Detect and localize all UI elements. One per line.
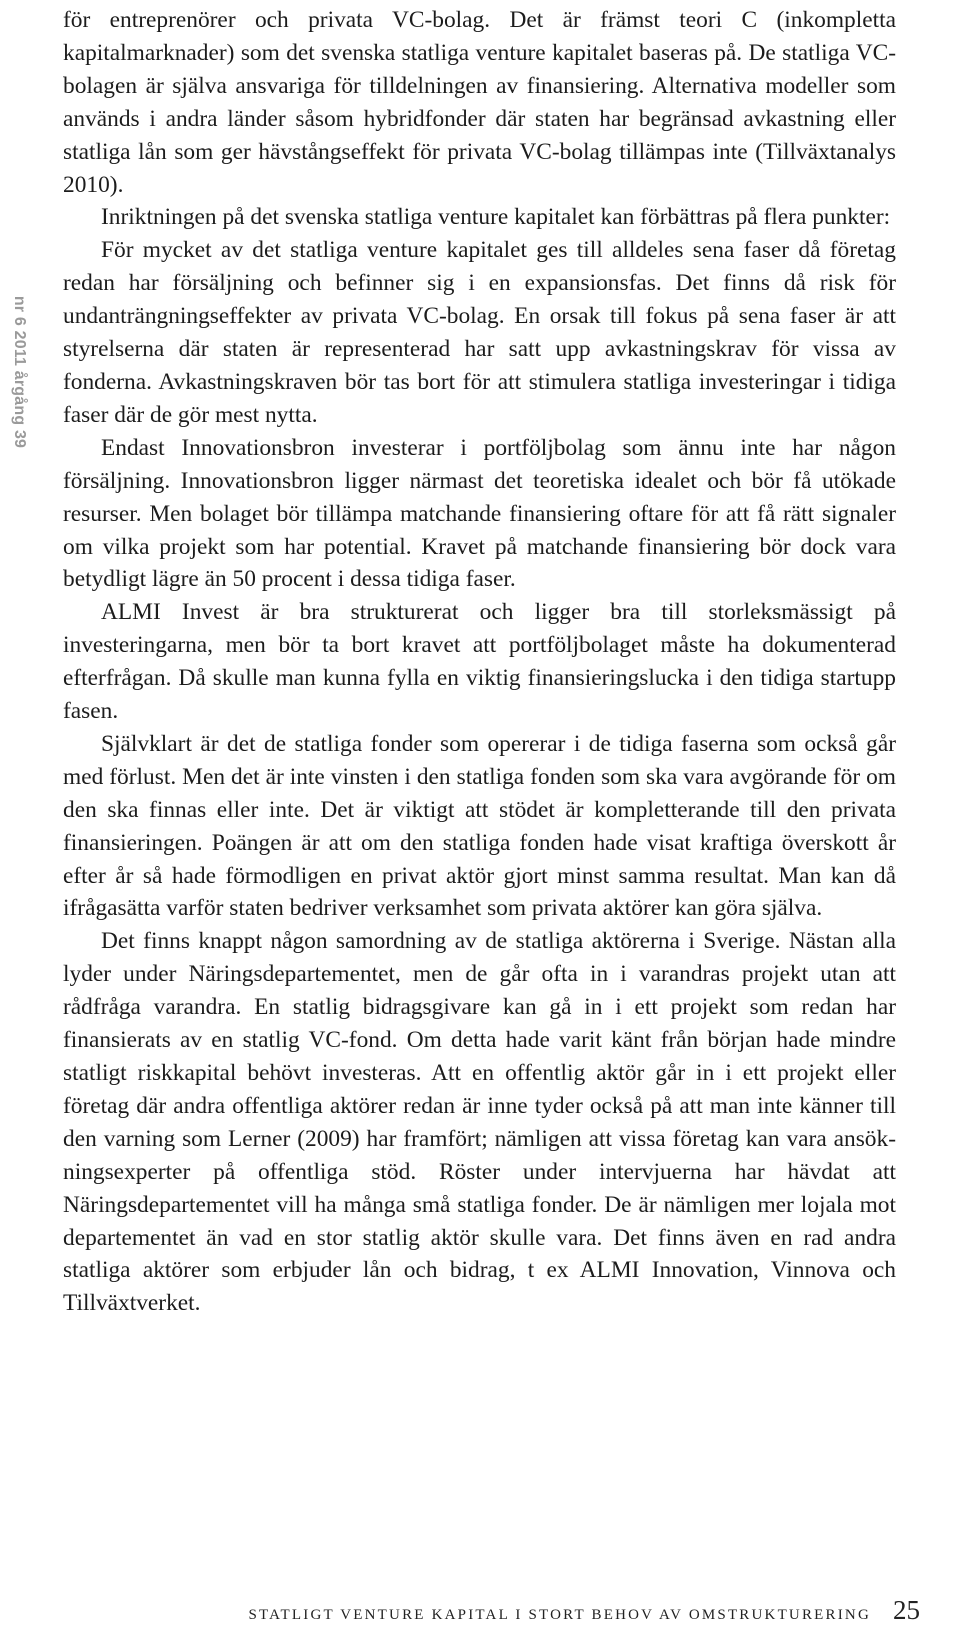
page-footer [248, 1595, 920, 1626]
issue-label-text: nr 6 2011 årgång 39 [11, 295, 28, 449]
paragraph: Självklart är det de statliga fonder som opererar i de tidiga faserna som också går med förlust. Men det är inte vinsten i den statliga fonden som ska vara avgörande för om den ska finnas eller inte. Det är viktigt att stödet är kompletterande till den privata finansieringen. Poängen är att om den statliga fonden hade visat kraftiga överskott år efter år så hade förmodligen en privat aktör gjort minst samma resultat. Man kan då ifrågasätta varför staten bedriver verksamhet som privata aktörer kan göra själva. [63, 730, 896, 922]
paragraph: För mycket av det statliga venture kapitalet ges till alldeles sena faser då företag redan har försäljning och befinner sig i en expansionsfas. Det finns då risk för undanträngningseffekter av privata VC-bolag. En orsak till fokus på sena faser är att styrelserna där staten är representerad har satt upp avkastningskrav för vissa av fonderna. Avkastningskraven bör tas bort för att stimulera statliga investeringar i tidiga faser där de gör mest nytta. [63, 237, 896, 428]
paragraph: Endast Innovationsbron investerar i portföljbolag som ännu inte har någon försäljning. Innovationsbron ligger närmast det teoretiska idealet och bör få utökade resurser. Men bolaget bör tillämpa matchande finansiering oftare för att få rätt signaler om vilka projekt som har potential. Kravet på matchande finansiering bör dock vara betydligt lägre än 50 procent i dessa tidiga faser. [63, 434, 896, 593]
issue-side-label [6, 262, 32, 482]
paragraph: för entreprenörer och privata VC-bolag. Det är främst teori C (inkompletta kapitalmarknader) som det svenska statliga venture kapitalet baseras på. De statliga VC-bolagen är själva ansvariga för tilldelningen av finansiering. Alternativa modeller som används i andra länder såsom hybridfonder där staten har begränsad avkastning eller statliga lån som ger hävstångseffekt för privata VC-bolag tillämpas inte (Tillväxtanalys 2010). [63, 7, 896, 198]
paragraph: Inriktningen på det svenska statliga venture kapitalet kan förbättras på flera punkter: [101, 204, 891, 231]
running-title: STATLIGT VENTURE KAPITAL I STORT BEHOV AV OMSTRUKTURERING [248, 1607, 871, 1623]
body-text-column [63, 4, 896, 1320]
paragraph: ALMI Invest är bra strukturerat och ligger bra till storleksmässigt på investeringarna, men bör ta bort kravet att portföljbolaget måste ha dokumenterad efterfrågan. Då skulle man kunna fylla en viktig finansieringslucka i den tidiga startupp fasen. [63, 599, 896, 725]
page-number: 25 [893, 1595, 920, 1625]
paragraph: Det finns knappt någon samordning av de statliga aktörerna i Sverige. Nästan alla lyder under Näringsdepartementet, men de går ofta in i varandras projekt utan att rådfråga varandra. En statlig bidragsgivare kan gå in i ett projekt som redan har finansierats av en statlig VC-fond. Om detta hade varit känt från början hade mindre statligt riskkapital behövt investeras. Att en offentlig aktör går in i ett projekt eller företag där andra offentliga aktörer redan är inne tyder också på att man inte känner till den varning som Lerner (2009) har framfört; nämligen att vissa företag kan vara ansökningsexperter på offentliga stöd. Röster under intervjuerna har hävdat att Näringsdepartementet vill ha många små statliga fonder. De är nämligen mer lojala mot departementet än vad en stor statlig aktör skulle vara. Det finns även en rad andra statliga aktörer som erbjuder lån och bidrag, t ex ALMI Innovation, Vinnova och Tillväxtverket. [63, 928, 896, 1317]
